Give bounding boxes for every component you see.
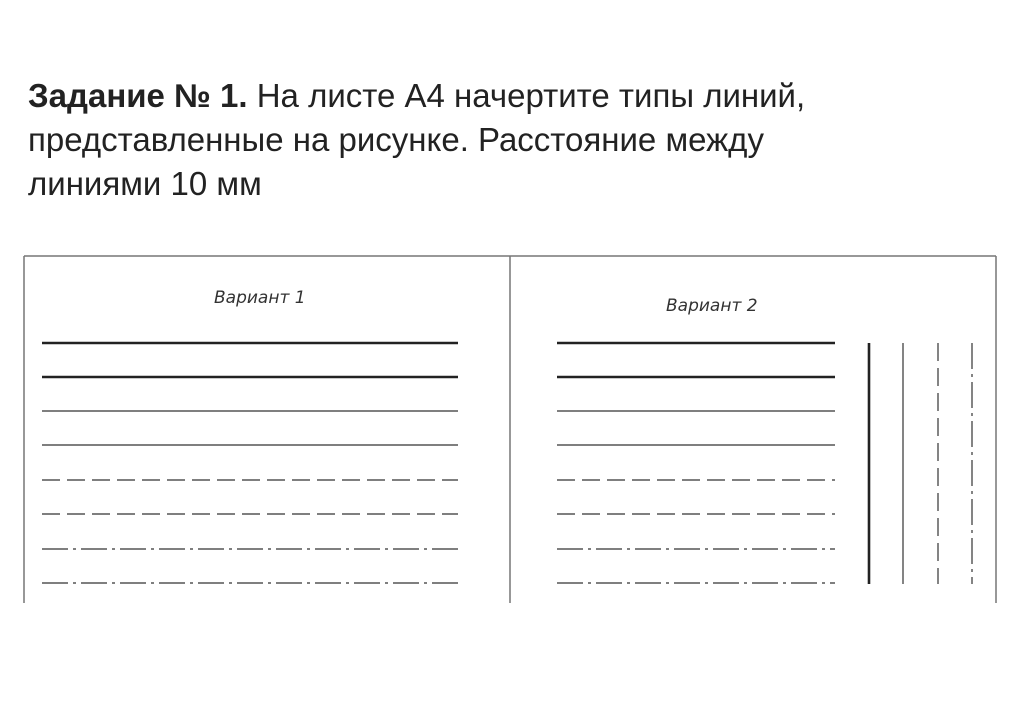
variant-1-lines [42,343,458,583]
task-text-line-3: линиями 10 мм [28,165,262,202]
variant-2-vertical-lines [869,343,972,584]
task-text-line-2: представленные на рисунке. Расстояние между [28,121,764,158]
variant-1-title: Вариант 1 [214,288,306,308]
task-text-line-1: На листе А4 начертите типы линий, [256,77,806,114]
task-label: Задание № 1. [28,77,248,114]
variant-2-lines [557,343,835,583]
variant-2-title: Вариант 2 [666,296,758,316]
